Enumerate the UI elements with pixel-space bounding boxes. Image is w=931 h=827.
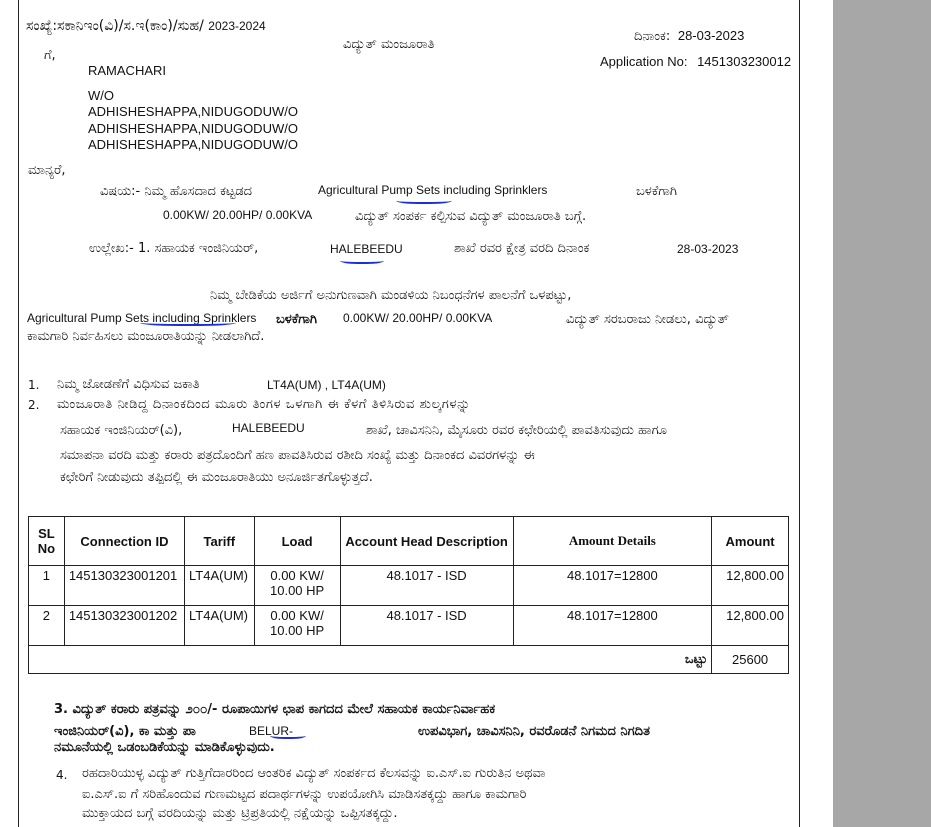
cell-sl: 2 — [29, 606, 65, 646]
reference-year: 2023-2024 — [208, 19, 266, 33]
col-sl: SL No — [29, 517, 65, 566]
total-value: 25600 — [712, 646, 789, 674]
col-connection-id: Connection ID — [64, 517, 184, 566]
para1-for: ಬಳಕೆಗಾಗಿ — [276, 312, 317, 327]
date-line — [634, 28, 744, 44]
point2-line2b: ಶಾಖೆ, ಚಾವಿಸನಿನಿ, ಮೈಸೂರು ರವರ ಕಛೇರಿಯಲ್ಲಿ ಪಾವತಿಸುವುದು ಹಾಗೂ — [366, 423, 667, 438]
reference-number — [26, 18, 266, 34]
pen-underline — [140, 318, 236, 326]
point3-place: BELUR- — [249, 724, 294, 738]
address-line-1: W/O — [88, 88, 114, 103]
application-label: Application No: — [600, 54, 688, 69]
point3-line3: ನಮೂನೆಯಲ್ಲಿ ಒಡಂಬಡಿಕೆಯನ್ನು ಮಾಡಿಕೊಳ್ಳುವುದು. — [54, 740, 275, 755]
fee-table — [28, 516, 789, 674]
para1-line2-tail: ವಿದ್ಯುತ್ ಸರಬರಾಜು ನೀಡಲು, ವಿದ್ಯುತ್ — [566, 312, 729, 327]
cell-load: 0.00 KW/ 10.00 HP — [254, 566, 340, 606]
date-label: ದಿನಾಂಕ: — [634, 29, 671, 44]
cell-account-head: 48.1017 - ISD — [340, 566, 513, 606]
reference-label: ಉಲ್ಲೇಖ:- 1. ಸಹಾಯಕ ಇಂಜಿನಿಯರ್, — [89, 241, 259, 256]
col-amount: Amount — [712, 517, 789, 566]
point3-line2b: ಉಪವಿಭಾಗ, ಚಾವಿಸನಿನಿ, ರವರೊಡನೆ ನಿಗಮದ ನಿಗದಿತ — [418, 724, 650, 739]
subject-tail: ವಿದ್ಯುತ್ ಸಂಪರ್ಕ ಕಲ್ಪಿಸುವ ವಿದ್ಯುತ್ ಮಂಜೂರಾತಿ ಬಗ್ಗೆ. — [355, 209, 587, 224]
point1-value: LT4A(UM) , LT4A(UM) — [267, 378, 386, 392]
date-value: 28-03-2023 — [677, 28, 745, 43]
cell-amount: 12,800.00 — [712, 606, 789, 646]
address-line-4: ADHISHESHAPPA,NIDUGODUW/O — [88, 137, 298, 152]
table-total-row — [29, 646, 789, 674]
recipient-name: RAMACHARI — [88, 63, 167, 78]
col-account-head: Account Head Description — [340, 517, 513, 566]
cell-tariff: LT4A(UM) — [185, 606, 255, 646]
address-line-3: ADHISHESHAPPA,NIDUGODUW/O — [88, 121, 298, 136]
point4-line3: ಮುಕ್ತಾಯದ ಬಗ್ಗೆ ವರದಿಯನ್ನು ಮತ್ತು ಟ್ರಿಪ್ರತಿಯಲ್ಲಿ ನಕ್ಷೆಯನ್ನು ಒಪ್ಪಿಸತಕ್ಕದ್ದು. — [82, 806, 398, 821]
col-amount-details: Amount Details — [513, 517, 712, 566]
subject-for: ಬಳಕೆಗಾಗಿ — [636, 184, 677, 199]
total-label: ಒಟ್ಟು — [513, 646, 712, 674]
pen-underline — [340, 256, 384, 264]
point1-number: 1. — [28, 378, 40, 392]
cell-amount-details: 48.1017=12800 — [513, 566, 712, 606]
reference-prefix: ಸಂಖ್ಯೆ:ಸಕಾನಿಇಂ(ವಿ)/ಸ.ಇ(ಕಾಂ)/ಸುಹ/ — [26, 18, 204, 34]
document-title: ವಿದ್ಯುತ್ ಮಂಜೂರಾತಿ — [343, 37, 435, 52]
salutation: ಮಾನ್ಯರೆ, — [28, 163, 66, 178]
point4-line2: ಐ.ಎಸ್.ಐ ಗೆ ಸರಿಹೊಂದುವ ಗುಣಮಟ್ಟದ ಪದಾರ್ಥಗಳನ್ನು ಉಪಯೋಗಿಸಿ ಮಾಡಿಸತಕ್ಕದ್ದು ಹಾಗೂ ಕಾಮಗಾರಿ — [82, 787, 527, 802]
para1-load: 0.00KW/ 20.00HP/ 0.00KVA — [343, 311, 493, 325]
viewer-gutter — [833, 0, 931, 827]
col-load: Load — [254, 517, 340, 566]
application-value: 1451303230012 — [697, 54, 792, 69]
table-row — [29, 566, 789, 606]
pen-underline — [270, 731, 306, 739]
cell-connection-id: 145130323001201 — [64, 566, 184, 606]
subject-label: ವಿಷಯ:- ನಿಮ್ಮ ಹೊಸದಾದ ಕಟ್ಟಡದ — [100, 184, 253, 199]
point4-number: 4. — [56, 768, 68, 782]
point2-line1: ಮಂಜೂರಾತಿ ನೀಡಿದ್ದ ದಿನಾಂಕದಿಂದ ಮೂರು ತಿಂಗಳ ಒಳಗಾಗಿ ಈ ಕೆಳಗೆ ತಿಳಿಸಿರುವ ಶುಲ್ಕಗಳನ್ನು — [57, 397, 471, 412]
para1-purpose: Agricultural Pump Sets including Sprinklers — [27, 311, 257, 325]
point2-line2a: ಸಹಾಯಕ ಇಂಜಿನಿಯರ್(ವಿ), — [60, 423, 183, 438]
cell-connection-id: 145130323001202 — [64, 606, 184, 646]
cell-account-head: 48.1017 - ISD — [340, 606, 513, 646]
reference-tail: ಶಾಖೆ ರವರ ಕ್ಷೇತ್ರ ವರದಿ ದಿನಾಂಕ — [454, 241, 590, 256]
reference-place: HALEBEEDU — [330, 242, 403, 256]
cell-sl: 1 — [29, 566, 65, 606]
point1-text: ನಿಮ್ಮ ಜೋಡಣೆಗೆ ವಿಧಿಸುವ ಜಕಾತಿ — [57, 377, 200, 392]
subject-load: 0.00KW/ 20.00HP/ 0.00KVA — [163, 208, 313, 222]
address-to: ಗೆ, — [44, 48, 56, 63]
cell-load: 0.00 KW/ 10.00 HP — [254, 606, 340, 646]
reference-date: 28-03-2023 — [677, 242, 739, 256]
application-number — [600, 54, 791, 69]
table-header-row — [29, 517, 789, 566]
pen-underline — [396, 196, 452, 204]
point2-line3: ಸಮಾಪನಾ ವರದಿ ಮತ್ತು ಕರಾರು ಪತ್ರದೊಂದಿಗೆ ಹಣ ಪಾವತಿಸಿರುವ ರಶೀದಿ ಸಂಖ್ಯೆ ಮತ್ತು ದಿನಾಂಕದ ವಿವರಗಳನ್ನು ಈ — [60, 448, 535, 463]
point2-number: 2. — [28, 398, 40, 412]
cell-tariff: LT4A(UM) — [185, 566, 255, 606]
para1-line1: ನಿಮ್ಮ ಬೇಡಿಕೆಯ ಅರ್ಜಿಗೆ ಅನುಗುಣವಾಗಿ ಮಂಡಳಿಯ ನಿಬಂಧನೆಗಳ ಪಾಲನೆಗೆ ಒಳಪಟ್ಟು, — [210, 288, 572, 303]
subject-purpose: Agricultural Pump Sets including Sprinklers — [318, 183, 548, 197]
cell-amount-details: 48.1017=12800 — [513, 606, 712, 646]
cell-amount: 12,800.00 — [712, 566, 789, 606]
para1-line3: ಕಾಮಗಾರಿ ನಿರ್ವಹಿಸಲು ಮಂಜೂರಾತಿಯನ್ನು ನೀಡಲಾಗಿದೆ. — [27, 329, 265, 344]
point2-place: HALEBEEDU — [232, 421, 305, 435]
table-row — [29, 606, 789, 646]
address-line-2: ADHISHESHAPPA,NIDUGODUW/O — [88, 104, 298, 119]
point3-line2a: ಇಂಜಿನಿಯರ್(ವಿ), ಕಾ ಮತ್ತು ಪಾ — [54, 724, 196, 739]
col-tariff: Tariff — [185, 517, 255, 566]
point4-line1: ರಹದಾರಿಯುಳ್ಳ ವಿದ್ಯುತ್ ಗುತ್ತಿಗೆದಾರರಿಂದ ಆಂತರಿಕ ವಿದ್ಯುತ್ ಸಂಪರ್ಕದ ಕೆಲಸವನ್ನು ಐ.ಎಸ್.ಐ ಗುರುತಿನ ಅಥವಾ — [82, 766, 546, 781]
point2-line4: ಕಛೇರಿಗೆ ನೀಡುವುದು ತಪ್ಪಿದಲ್ಲಿ ಈ ಮಂಜೂರಾತಿಯು ಅನೂರ್ಜಿತಗೊಳ್ಳುತ್ತದೆ. — [60, 470, 373, 485]
point3-line1: 3. ವಿದ್ಯುತ್ ಕರಾರು ಪತ್ರವನ್ನು ೨೦೦/- ರೂಪಾಯಿಗಳ ಛಾಪ ಕಾಗದದ ಮೇಲೆ ಸಹಾಯಕ ಕಾರ್ಯನಿರ್ವಾಹಕ — [54, 702, 496, 717]
